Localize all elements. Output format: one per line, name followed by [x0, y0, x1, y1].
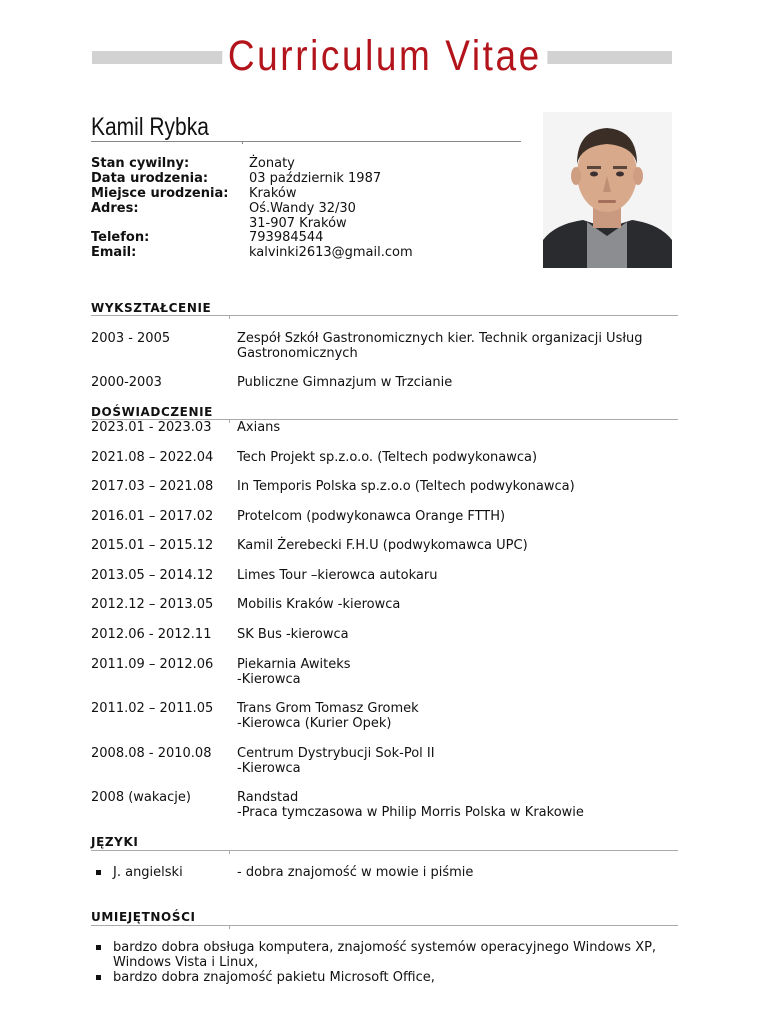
portrait-image — [543, 112, 672, 268]
section-heading-education: WYKSZTAŁCENIE — [91, 301, 212, 315]
entry-line: Publiczne Gimnazjum w Trzcianie — [237, 375, 453, 390]
info-label: Stan cywilny: — [91, 156, 190, 171]
entry-date: 2012.06 - 2012.11 — [91, 627, 212, 642]
entry-line: Protelcom (podwykonawca Orange FTTH) — [237, 509, 506, 524]
entry-line: Gastronomicznych — [237, 346, 358, 361]
info-label: Email: — [91, 245, 137, 260]
info-value[interactable]: kalvinki2613@gmail.com — [249, 245, 413, 260]
entry-date: 2017.03 – 2021.08 — [91, 479, 214, 494]
entry-date: 2008.08 - 2010.08 — [91, 746, 212, 761]
entry-date: 2015.01 – 2015.12 — [91, 538, 214, 553]
entry-line: -Kierowca — [237, 672, 301, 687]
entry-line: SK Bus -kierowca — [237, 627, 349, 642]
language-name: J. angielski — [113, 865, 183, 880]
entry-line: Randstad — [237, 790, 299, 805]
entry-date: 2012.12 – 2013.05 — [91, 597, 214, 612]
bullet-icon — [96, 870, 101, 875]
section-rule — [91, 925, 678, 926]
entry-description — [237, 420, 677, 435]
info-label: Adres: — [91, 201, 139, 216]
info-label: Data urodzenia: — [91, 171, 209, 186]
info-value: Oś.Wandy 32/30 — [249, 201, 356, 216]
entry-line: Limes Tour –kierowca autokaru — [237, 568, 438, 583]
entry-description — [237, 509, 677, 524]
entry-date: 2021.08 – 2022.04 — [91, 450, 214, 465]
info-value: Żonaty — [249, 156, 295, 171]
entry-date: 2011.02 – 2011.05 — [91, 701, 214, 716]
section-rule-tick — [229, 419, 230, 423]
entry-line: Tech Projekt sp.z.o.o. (Teltech podwykonawca) — [237, 450, 538, 465]
info-value: Kraków — [249, 186, 297, 201]
entry-line: Centrum Dystrybucji Sok-Pol II — [237, 746, 435, 761]
entry-line: -Kierowca — [237, 761, 301, 776]
section-rule — [91, 850, 678, 851]
entry-line: Piekarnia Awiteks — [237, 657, 351, 672]
entry-description — [237, 538, 677, 553]
entry-date: 2000-2003 — [91, 375, 162, 390]
entry-description — [237, 375, 677, 390]
name-underline — [91, 141, 521, 142]
section-rule-tick — [229, 850, 230, 854]
entry-description — [237, 657, 677, 687]
entry-description — [237, 790, 677, 820]
entry-line: Axians — [237, 420, 281, 435]
section-rule-tick — [229, 315, 230, 319]
bullet-icon — [96, 975, 101, 980]
entry-date: 2016.01 – 2017.02 — [91, 509, 214, 524]
entry-line: -Kierowca (Kurier Opek) — [237, 716, 392, 731]
entry-date: 2011.09 – 2012.06 — [91, 657, 214, 672]
entry-line: -Praca tymczasowa w Philip Morris Polska w Krakowie — [237, 805, 584, 820]
entry-description — [237, 746, 677, 776]
entry-line: Zespół Szkół Gastronomicznych kier. Technik organizacji Usług — [237, 331, 643, 346]
entry-description — [237, 450, 677, 465]
entry-description — [237, 597, 677, 612]
person-name: Kamil Rybka — [91, 113, 209, 141]
skill-text: bardzo dobra znajomość pakietu Microsoft Office, — [113, 970, 435, 985]
info-label: Telefon: — [91, 230, 150, 245]
section-rule — [91, 315, 678, 316]
entry-date: 2003 - 2005 — [91, 331, 171, 346]
entry-description — [237, 568, 677, 583]
language-level: - dobra znajomość w mowie i piśmie — [237, 865, 474, 880]
info-label: Miejsce urodzenia: — [91, 186, 229, 201]
profile-photo — [543, 112, 672, 268]
section-heading-languages: JĘZYKI — [91, 835, 139, 849]
entry-date: 2023.01 - 2023.03 — [91, 420, 212, 435]
bullet-icon — [96, 945, 101, 950]
entry-line: Kamil Żerebecki F.H.U (podwykomawca UPC) — [237, 538, 528, 553]
section-rule-tick — [229, 925, 230, 929]
entry-line: Trans Grom Tomasz Gromek — [237, 701, 419, 716]
entry-description — [237, 479, 677, 494]
info-value: 03 październik 1987 — [249, 171, 382, 186]
section-heading-skills: UMIEJĘTNOŚCI — [91, 910, 196, 924]
entry-description — [237, 627, 677, 642]
document-title: Curriculum Vitae — [55, 30, 715, 82]
entry-description — [237, 701, 677, 731]
skill-text: bardzo dobra obsługa komputera, znajomość systemów operacyjnego Windows XP, Windows Vista i Linux, — [113, 940, 657, 970]
entry-line: In Temporis Polska sp.z.o.o (Teltech podwykonawca) — [237, 479, 575, 494]
section-heading-experience: DOŚWIADCZENIE — [91, 405, 213, 419]
info-value: 31-907 Kraków — [249, 216, 347, 231]
entry-date: 2008 (wakacje) — [91, 790, 191, 805]
entry-date: 2013.05 – 2014.12 — [91, 568, 214, 583]
info-value: 793984544 — [249, 230, 324, 245]
name-underline-tick — [242, 141, 243, 144]
entry-line: Mobilis Kraków -kierowca — [237, 597, 401, 612]
entry-description — [237, 331, 677, 361]
